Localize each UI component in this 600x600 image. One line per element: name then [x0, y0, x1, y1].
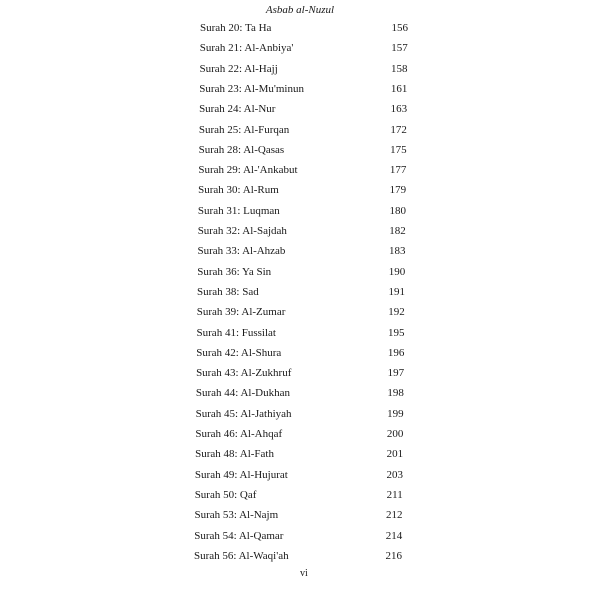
toc-entry-page-number: 195 — [388, 326, 405, 339]
toc-entry-title: Surah 43: Al-Zukhruf — [196, 367, 292, 380]
toc-entry — [0, 550, 600, 570]
toc-entry-title: Surah 53: Al-Najm — [194, 509, 279, 522]
toc-entry-page-number: 161 — [390, 82, 408, 95]
toc-entry-title: Surah 20: Ta Ha — [200, 22, 272, 34]
toc-entry-page-number: 156 — [391, 22, 408, 34]
toc-entry-page-number: 190 — [388, 265, 406, 278]
toc-entry — [0, 164, 600, 184]
toc-entry — [0, 469, 600, 489]
toc-entry — [0, 530, 600, 550]
toc-entry — [0, 327, 600, 347]
toc-entry-page-number: 197 — [387, 367, 405, 380]
toc-entry — [0, 367, 600, 387]
toc-entry-page-number: 216 — [385, 549, 402, 562]
toc-entry-title: Surah 23: Al-Mu'minun — [199, 82, 304, 95]
toc-entry-page-number: 214 — [385, 529, 403, 542]
toc-entry — [0, 306, 600, 326]
toc-entry — [0, 184, 600, 204]
toc-entry-title: Surah 50: Qaf — [194, 488, 257, 501]
toc-entry — [0, 144, 600, 164]
toc-entry — [0, 489, 600, 509]
toc-entry — [0, 509, 600, 529]
running-head: Asbab al-Nuzul — [265, 4, 335, 16]
toc-entry-page-number: 177 — [389, 164, 407, 177]
toc-entry-page-number: 211 — [386, 488, 403, 501]
toc-entry-page-number: 199 — [387, 407, 404, 420]
toc-entry — [0, 428, 600, 448]
toc-entry — [0, 347, 600, 367]
toc-entry-title: Surah 25: Al-Furqan — [198, 123, 290, 136]
toc-entry-page-number: 212 — [385, 509, 403, 522]
toc-entry — [0, 42, 600, 62]
toc-entry-title: Surah 44: Al-Dukhan — [195, 387, 290, 400]
toc-entry-title: Surah 31: Luqman — [197, 204, 280, 217]
toc-entry-page-number: 196 — [387, 346, 405, 359]
toc-entry — [0, 205, 600, 225]
toc-entry — [0, 266, 600, 286]
toc-entry-title: Surah 24: Al-Nur — [199, 103, 276, 116]
toc-entry-title: Surah 42: Al-Shura — [196, 346, 282, 359]
toc-entry-page-number: 200 — [386, 428, 404, 440]
toc-entry — [0, 22, 600, 42]
table-of-contents — [0, 22, 600, 562]
toc-entry-title: Surah 38: Sad — [197, 285, 259, 298]
toc-entry-page-number: 198 — [387, 387, 404, 400]
toc-entry-page-number: 180 — [389, 204, 406, 217]
toc-entry-title: Surah 48: Al-Fath — [195, 448, 274, 461]
toc-entry-page-number: 182 — [389, 225, 406, 237]
toc-entry-title: Surah 56: Al-Waqi'ah — [194, 549, 289, 562]
toc-entry-title: Surah 32: Al-Sajdah — [197, 225, 287, 237]
toc-entry-title: Surah 29: Al-'Ankabut — [198, 164, 298, 177]
toc-entry — [0, 286, 600, 306]
toc-entry — [0, 408, 600, 428]
toc-entry — [0, 448, 600, 468]
toc-entry — [0, 387, 600, 407]
toc-entry-title: Surah 33: Al-Ahzab — [197, 245, 286, 258]
toc-entry-page-number: 192 — [388, 306, 405, 319]
toc-entry — [0, 245, 600, 265]
toc-entry — [0, 103, 600, 123]
toc-entry-title: Surah 46: Al-Ahqaf — [195, 428, 283, 440]
toc-entry-page-number: 163 — [390, 103, 408, 116]
toc-entry-title: Surah 41: Fussilat — [196, 326, 276, 339]
toc-entry-title: Surah 28: Al-Qasas — [198, 143, 285, 156]
toc-entry-title: Surah 54: Al-Qamar — [194, 529, 284, 542]
page-number: vi — [300, 568, 308, 579]
toc-entry-title: Surah 45: Al-Jathiyah — [195, 407, 292, 420]
toc-entry-title: Surah 22: Al-Hajj — [199, 62, 278, 75]
toc-entry-title: Surah 39: Al-Zumar — [196, 306, 286, 319]
toc-entry-title: Surah 49: Al-Hujurat — [194, 468, 288, 481]
toc-entry-page-number: 179 — [389, 184, 407, 197]
toc-entry-title: Surah 36: Ya Sin — [197, 265, 272, 278]
toc-entry-page-number: 157 — [391, 42, 408, 55]
toc-entry-page-number: 158 — [391, 62, 408, 75]
toc-entry-page-number: 175 — [390, 143, 407, 156]
toc-entry-title: Surah 21: Al-Anbiya' — [199, 42, 294, 55]
toc-entry — [0, 225, 600, 245]
toc-entry-page-number: 191 — [388, 285, 405, 298]
toc-entry-page-number: 201 — [386, 448, 404, 461]
toc-entry-title: Surah 30: Al-Rum — [198, 184, 279, 197]
toc-entry — [0, 83, 600, 103]
toc-entry-page-number: 172 — [390, 123, 407, 136]
toc-entry-page-number: 183 — [388, 245, 406, 258]
toc-entry — [0, 124, 600, 144]
toc-entry-page-number: 203 — [386, 468, 403, 481]
toc-entry — [0, 63, 600, 83]
